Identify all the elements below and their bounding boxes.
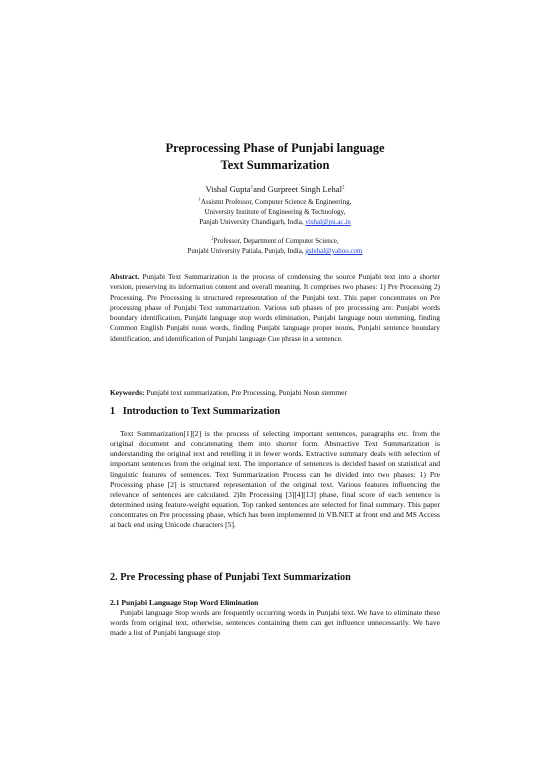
title-line-1: Preprocessing Phase of Punjabi language bbox=[165, 141, 385, 155]
affiliation-1 bbox=[110, 197, 440, 227]
section-2-heading: 2. Pre Processing phase of Punjabi Text Summarization bbox=[110, 572, 351, 583]
section-1-body bbox=[110, 429, 440, 531]
keywords bbox=[110, 388, 440, 398]
section-2-1-paragraph: Punjabi language Stop words are frequently occurring words in Punjabi text. We have to eliminate these words from original text, otherwise, sentences containing them can get influence unnecessarily. We have made a list of Punjabi language stop bbox=[110, 608, 440, 638]
affiliation-2-line-2 bbox=[110, 246, 440, 256]
affiliation-1-line-3-text: Panjab University Chandigarh, India, bbox=[199, 218, 304, 226]
paper-title bbox=[110, 140, 440, 174]
affiliation-2-line-2-text: Punjabi University Patiala, Punjab, India, bbox=[187, 247, 304, 255]
affiliation-1-sup: 1 bbox=[198, 196, 201, 202]
affiliation-2-line-1-text: Professor, Department of Computer Science, bbox=[213, 237, 339, 245]
affiliation-1-line-1-text: Assistnt Professor, Computer Science & Engineering, bbox=[200, 198, 352, 206]
affiliation-1-line-3 bbox=[110, 217, 440, 227]
section-1-number: 1 bbox=[110, 406, 116, 417]
author-connector: and bbox=[253, 184, 266, 194]
keywords-label: Keywords: bbox=[110, 388, 145, 397]
author-2-email-link[interactable]: gslehal@yahoo.com bbox=[305, 247, 363, 255]
affiliation-1-line-2: University Institute of Engineering & Technology, bbox=[204, 208, 346, 216]
abstract bbox=[110, 272, 440, 344]
section-1-heading bbox=[110, 406, 450, 418]
abstract-text: Punjabi Text Summarization is the process of condensing the source Punjabi text into a shorter version, preserving its information content and overall meaning. It comprises two phases: 1) Pre Processing 2) Processing. Pre Processing is structured representation of the Punjabi text. This paper concentrates on Pre processing phase of Punjabi Text summarization. Various sub phases of pre processing are: Punjabi words boundary identification, Punjabi language stop words elimination, Punjabi language noun stemming, finding Common English Punjabi noun words, finding Punjabi language proper nouns, Punjabi sentence boundary identification, and identification of Punjabi language Cue phrase in a sentence. bbox=[110, 272, 440, 343]
author-1-email-link[interactable]: vishal@pu.ac.in bbox=[305, 218, 351, 226]
section-2-1-body bbox=[110, 608, 440, 638]
author-2-name: Gurpreet Singh Lehal bbox=[267, 184, 342, 194]
keywords-text: Punjabi text summarization, Pre Processing, Punjabi Noun stemmer bbox=[146, 388, 347, 397]
author-2-sup: 2 bbox=[341, 185, 345, 191]
section-1-paragraph: Text Summarization[1][2] is the process of selecting important sentences, paragraphs etc. from the original document and concatenating them into shorter form. Abstractive Text Summarization is understanding the original text and retelling it in fewer words. Extractive summary deals with selection of important sentences from the original text. The importance of sentences is decided based on statistical and linguistic features of sentences. Text Summarization Process can be divided into two phases: 1) Pre Processing phase [2] is structured representation of the original text. Various features influencing the relevance of sentences are calculated. 2)In Processing [3][4][13] phase, final score of each sentence is determined using feature-weight equation. Top ranked sentences are selected for final summary. This paper concentrates on Pre processing phase, which has been implemented in VB.NET at front end and MS Access at back end using Unicode characters [5]. bbox=[110, 429, 440, 530]
abstract-label: Abstract. bbox=[110, 272, 140, 281]
section-1-title: Introduction to Text Summarization bbox=[122, 406, 281, 417]
affiliation-2-line-1 bbox=[110, 236, 440, 246]
affiliation-2-sup: 2 bbox=[211, 235, 214, 241]
affiliation-2 bbox=[110, 236, 440, 256]
author-line bbox=[110, 184, 440, 196]
title-line-2: Text Summarization bbox=[220, 158, 330, 172]
author-1-name: Vishal Gupta bbox=[205, 184, 251, 194]
author-1-sup: 1 bbox=[250, 185, 254, 191]
affiliation-1-line-1 bbox=[110, 197, 440, 207]
section-2-1-heading: 2.1 Punjabi Language Stop Word Elimination bbox=[110, 598, 259, 607]
